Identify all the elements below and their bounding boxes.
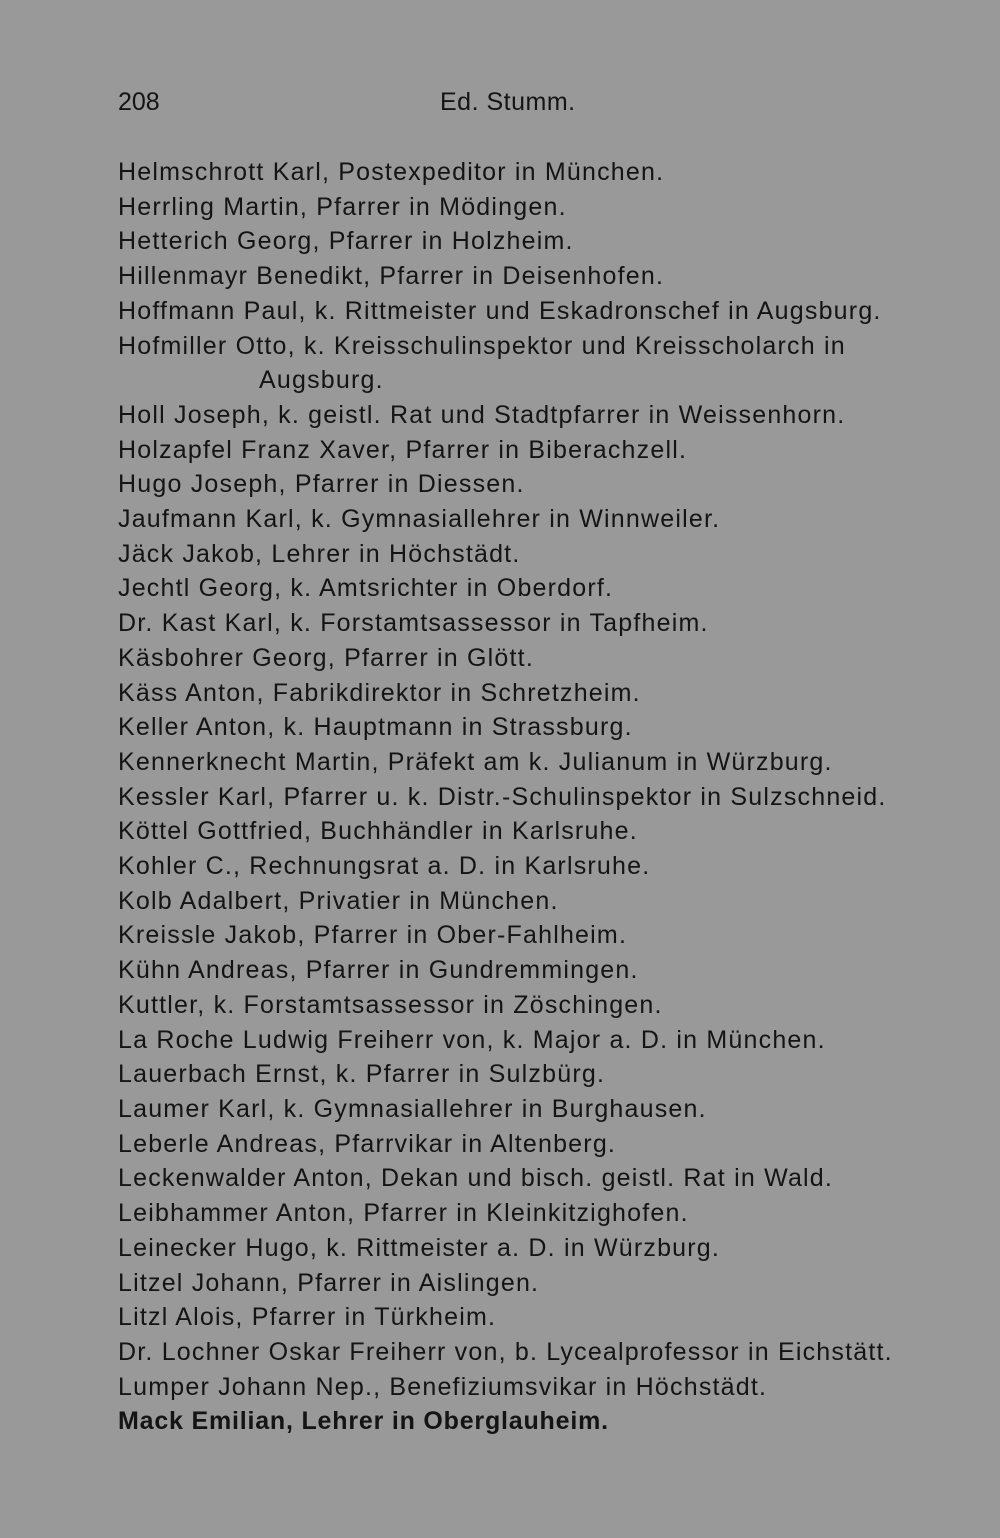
list-item: Herrling Martin, Pfarrer in Mödingen. xyxy=(118,192,567,221)
list-item: Mack Emilian, Lehrer in Oberglauheim. xyxy=(118,1407,609,1436)
list-item: Lauerbach Ernst, k. Pfarrer in Sulzbürg. xyxy=(118,1060,606,1089)
list-item: Keller Anton, k. Hauptmann in Strassburg. xyxy=(118,713,633,742)
list-item: Kühn Andreas, Pfarrer in Gundremmingen. xyxy=(118,956,639,985)
list-item: Hetterich Georg, Pfarrer in Holzheim. xyxy=(118,227,574,256)
list-item: Jaufmann Karl, k. Gymnasiallehrer in Winnweiler. xyxy=(118,505,721,534)
list-item: Leibhammer Anton, Pfarrer in Kleinkitzighofen. xyxy=(118,1199,689,1228)
list-item: Helmschrott Karl, Postexpeditor in München. xyxy=(118,158,665,186)
list-item: Käss Anton, Fabrikdirektor in Schretzheim. xyxy=(118,678,641,707)
list-item: Kuttler, k. Forstamtsassessor in Zöschingen. xyxy=(118,990,663,1019)
list-item: Käsbohrer Georg, Pfarrer in Glött. xyxy=(118,643,534,672)
list-item: Dr. Lochner Oskar Freiherr von, b. Lycealprofessor in Eichstätt. xyxy=(118,1337,893,1366)
list-item: Jäck Jakob, Lehrer in Höchstädt. xyxy=(118,539,521,568)
list-item: Kreissle Jakob, Pfarrer in Ober-Fahlheim. xyxy=(118,921,628,950)
list-item: Hoffmann Paul, k. Rittmeister und Eskadronschef in Augsburg. xyxy=(118,296,882,325)
list-item: Leberle Andreas, Pfarrvikar in Altenberg. xyxy=(118,1129,617,1158)
list-item: Jechtl Georg, k. Amtsrichter in Oberdorf. xyxy=(118,574,614,603)
list-item: Kennerknecht Martin, Präfekt am k. Julianum in Würzburg. xyxy=(118,747,833,776)
list-item-text: Hofmiller Otto, k. Kreisschulinspektor und Kreisscholarch in xyxy=(118,331,846,360)
list-item: Köttel Gottfried, Buchhändler in Karlsruhe. xyxy=(118,817,638,846)
list-item: Hillenmayr Benedikt, Pfarrer in Deisenhofen. xyxy=(118,262,665,291)
list-item xyxy=(118,329,898,398)
list-item: Hugo Joseph, Pfarrer in Diessen. xyxy=(118,470,525,499)
list-item: Kessler Karl, Pfarrer u. k. Distr.-Schulinspektor in Sulzschneid. xyxy=(118,782,887,811)
list-item: La Roche Ludwig Freiherr von, k. Major a. D. in München. xyxy=(118,1025,826,1054)
list-item: Kolb Adalbert, Privatier in München. xyxy=(118,886,559,915)
list-item: Leinecker Hugo, k. Rittmeister a. D. in Würzburg. xyxy=(118,1233,721,1262)
list-item: Dr. Kast Karl, k. Forstamtsassessor in Tapfheim. xyxy=(118,609,709,638)
page-header xyxy=(118,88,898,124)
page-number: 208 xyxy=(118,88,160,116)
running-head: Ed. Stumm. xyxy=(440,88,576,116)
list-item: Holzapfel Franz Xaver, Pfarrer in Biberachzell. xyxy=(118,435,688,464)
list-item: Laumer Karl, k. Gymnasiallehrer in Burghausen. xyxy=(118,1094,707,1123)
list-item: Kohler C., Rechnungsrat a. D. in Karlsruhe. xyxy=(118,852,651,881)
list-item: Litzel Johann, Pfarrer in Aislingen. xyxy=(118,1268,540,1297)
list-item-continuation: Augsburg. xyxy=(259,366,384,395)
list-item: Litzl Alois, Pfarrer in Türkheim. xyxy=(118,1303,497,1332)
member-list xyxy=(118,155,898,1439)
list-item: Leckenwalder Anton, Dekan und bisch. geistl. Rat in Wald. xyxy=(118,1164,834,1193)
list-item: Holl Joseph, k. geistl. Rat und Stadtpfarrer in Weissenhorn. xyxy=(118,400,846,429)
list-item: Lumper Johann Nep., Benefiziumsvikar in Höchstädt. xyxy=(118,1372,768,1401)
